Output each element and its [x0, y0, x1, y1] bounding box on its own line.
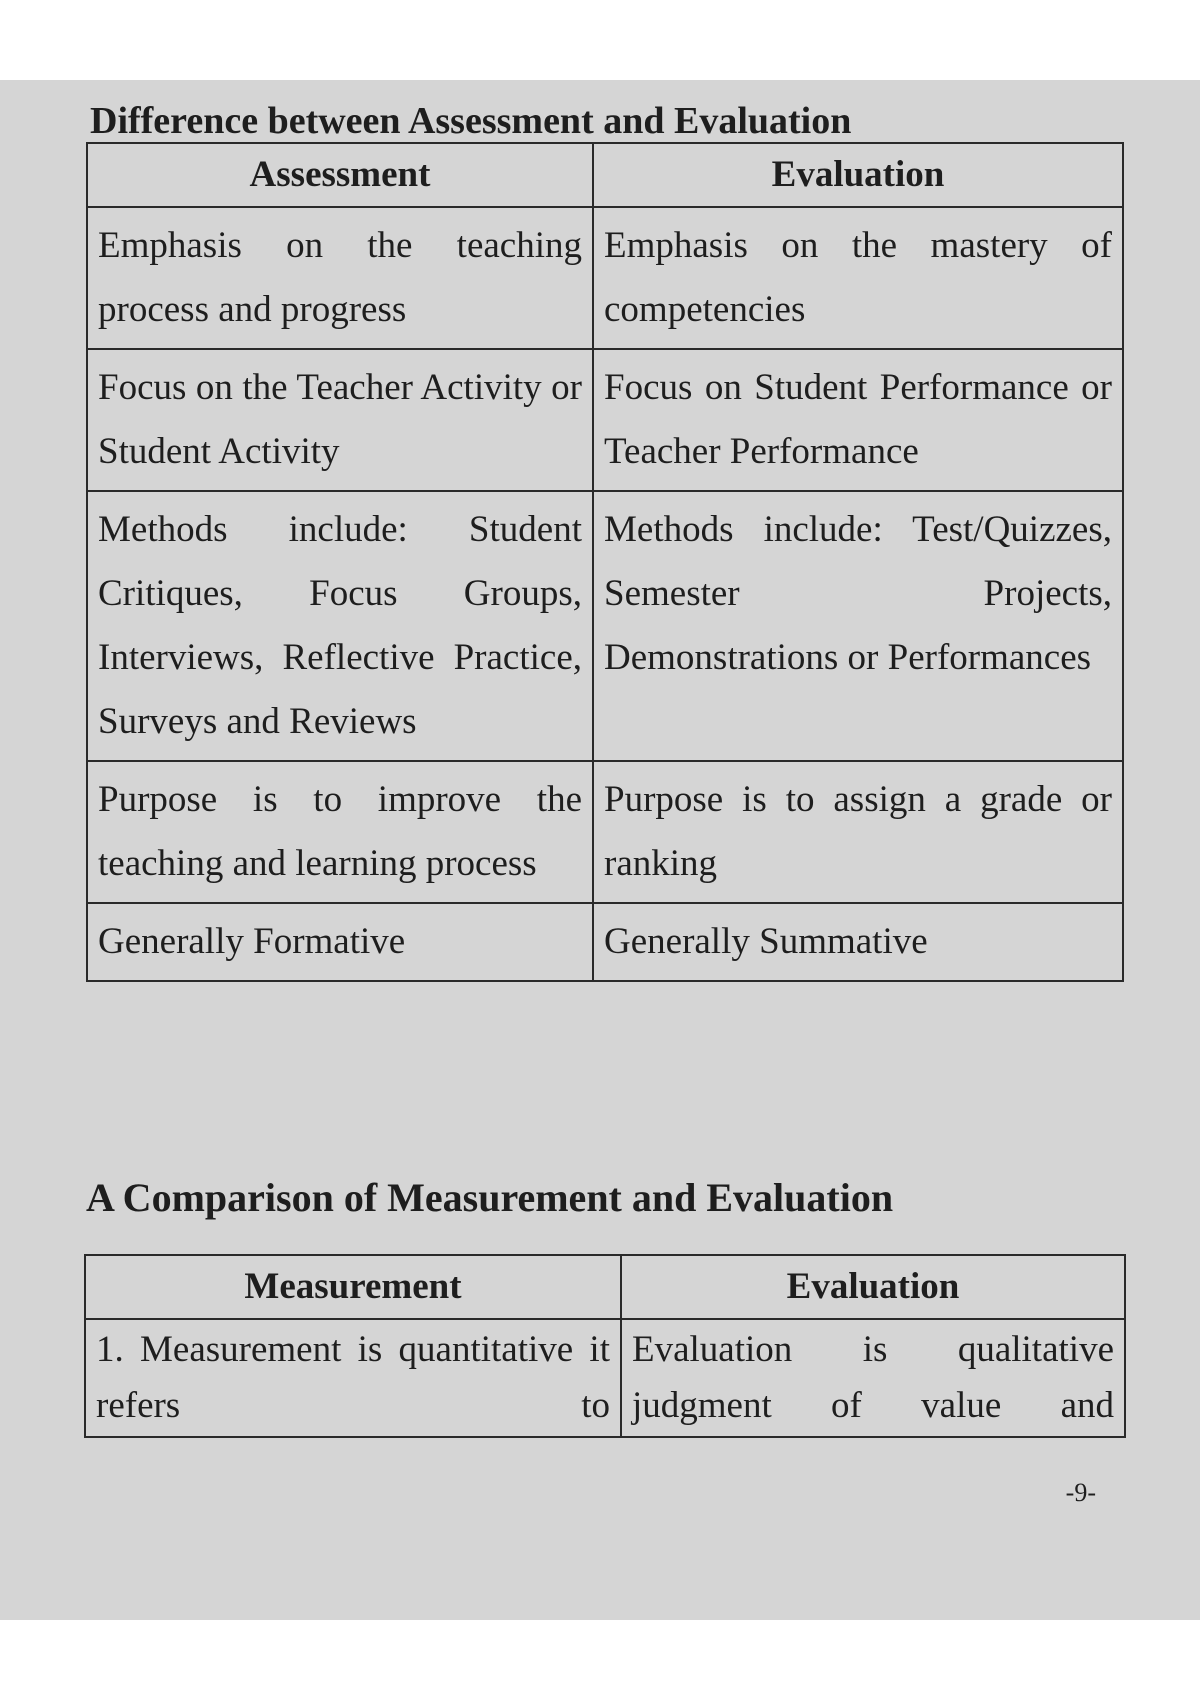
- document-page: [0, 80, 1200, 1620]
- table-row: [87, 761, 1123, 903]
- table-cell: Focus on Student Performance or Teacher Performance: [593, 349, 1123, 491]
- table-cell: 1. Measurement is quantitative it refers to: [85, 1319, 621, 1437]
- table-cell: Purpose is to improve the teaching and learning process: [87, 761, 593, 903]
- section-heading-assessment-evaluation: Difference between Assessment and Evaluation: [90, 100, 852, 142]
- table-cell: Methods include: Student Critiques, Focus Groups, Interviews, Reflective Practice, Surveys and Reviews: [87, 491, 593, 761]
- page-number: -9-: [1065, 1478, 1096, 1507]
- column-header-evaluation: Evaluation: [621, 1255, 1125, 1319]
- table-cell: Emphasis on the mastery of competencies: [593, 207, 1123, 349]
- table-row: [87, 349, 1123, 491]
- column-header-evaluation: Evaluation: [593, 143, 1123, 207]
- table-row: [87, 903, 1123, 981]
- measurement-evaluation-table: [84, 1254, 1126, 1438]
- table-row: [87, 207, 1123, 349]
- table-row: [85, 1319, 1125, 1437]
- section-heading-measurement-evaluation: A Comparison of Measurement and Evaluation: [86, 1175, 894, 1220]
- table-cell: Focus on the Teacher Activity or Student Activity: [87, 349, 593, 491]
- table-cell: Generally Formative: [87, 903, 593, 981]
- table-row: [87, 491, 1123, 761]
- assessment-evaluation-table: [86, 142, 1124, 982]
- column-header-measurement: Measurement: [85, 1255, 621, 1319]
- table-cell: Generally Summative: [593, 903, 1123, 981]
- table-cell: Methods include: Test/Quizzes, Semester Projects, Demonstrations or Performances: [593, 491, 1123, 761]
- table-header-row: [87, 143, 1123, 207]
- table-cell: Emphasis on the teaching process and progress: [87, 207, 593, 349]
- table-header-row: [85, 1255, 1125, 1319]
- column-header-assessment: Assessment: [87, 143, 593, 207]
- table-cell: Evaluation is qualitative judgment of value and: [621, 1319, 1125, 1437]
- table-cell: Purpose is to assign a grade or ranking: [593, 761, 1123, 903]
